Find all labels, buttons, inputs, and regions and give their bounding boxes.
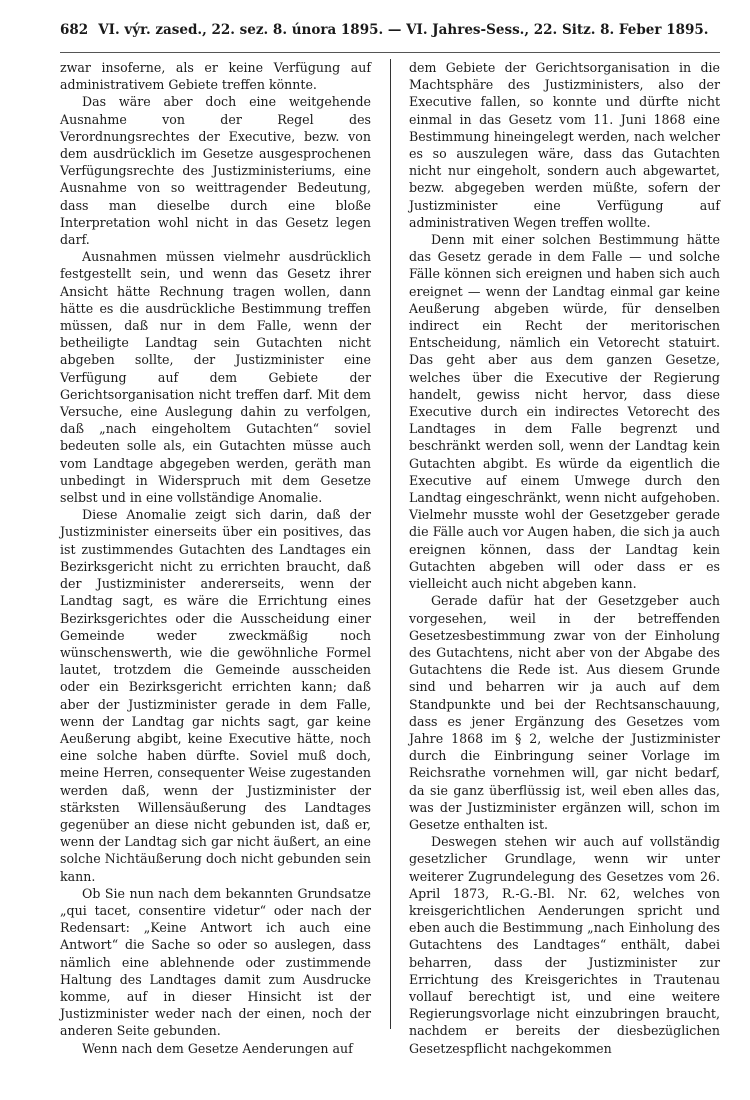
paragraph: Ausnahmen müssen vielmehr ausdrücklich festgestellt sein, und wenn das Gesetz ihrer Ansicht hätte Rechnung tragen wollen, dann hätte es die ausdrückliche Bestimmung treffen müssen, daß nur in dem Falle, wenn der betheiligte Landtag sein Gutachten nicht abgeben sollte, der Justizminister eine Verfügung auf dem Gebiete der Gerichtsorganisation nicht treffen darf. Mit dem Versuche, eine Auslegung dahin zu verfolgen, daß „nach eingeholtem Gutachten“ soviel bedeuten solle als, ein Gutachten müsse auch vom Landtage abgegeben werden, geräth man unbedingt in Widerspruch mit dem Gesetze selbst und in eine vollständige Anomalie.	[60, 249, 371, 506]
paragraph: zwar insoferne, als er keine Verfügung auf administrativem Gebiete treffen könnte.	[60, 60, 371, 93]
paragraph: Gerade dafür hat der Gesetzgeber auch vorgesehen, weil in der betreffenden Gesetzesbestimmung zwar von der Einholung des Gutachtens, nicht aber von der Abgabe des Gutachtens die Rede ist. Aus diesem Grunde sind und beharren wir ja auch auf dem Standpunkte und bei der Rechtsanschauung, dass es jener Ergänzung des Gesetzes vom Jahre 1868 im § 2, welche der Justizminister durch die Einbringung seiner Vorlage im Reichsrathe vornehmen will, gar nicht bedarf, da sie ganz überflüssig ist, weil eben alles das, was der Justizminister ergänzen will, schon im Gesetze enthalten ist.	[409, 593, 720, 832]
paragraph: Denn mit einer solchen Bestimmung hätte das Gesetz gerade in dem Falle — und solche Fälle können sich ereignen und haben sich auch ereignet — wenn der Landtag einmal gar keine Aeußerung abgeben würde, für denselben indirect ein Recht der meritorischen Entscheidung, nämlich ein Vetorecht statuirt. Das geht aber aus dem ganzen Gesetze, welches über die Executive der Regierung handelt, gewiss nicht hervor, dass diese Executive durch ein indirectes Vetorecht des Landtages in dem Falle begrenzt und beschränkt werden soll, wenn der Landtag kein Gutachten abgibt. Es würde da eigentlich die Executive auf einem Umwege durch den Landtag eingeschränkt, wenn nicht aufgehoben. Vielmehr musste wohl der Gesetzgeber gerade die Fälle auch vor Augen haben, die sich ja auch ereignen können, dass der Landtag kein Gutachten abgeben will oder dass er es vielleicht auch nicht abgeben kann.	[409, 232, 720, 592]
paragraph: Deswegen stehen wir auch auf vollständig gesetzlicher Grundlage, wenn wir unter weiterer Zugrundelegung des Gesetzes vom 26. April 1873, R.-G.-Bl. Nr. 62, welches von kreisgerichtlichen Aenderungen spricht und eben auch die Bestimmung „nach Einholung des Gutachtens des Landtages“ enthält, dabei beharren, dass der Justizminister zur Errichtung des Kreisgerichtes in Trautenau vollauf berechtigt ist, und eine weitere Regierungsvorlage nicht einzubringen braucht, nachdem er bereits der diesbezüglichen Gesetzespflicht nachgekommen	[409, 834, 720, 1056]
left-column	[60, 59, 371, 1057]
page-header	[60, 22, 720, 53]
paragraph: Diese Anomalie zeigt sich darin, daß der Justizminister einerseits über ein positives, das ist zustimmendes Gutachten des Landtages ein Bezirksgericht nicht zu errichten braucht, daß der Justizminister andererseits, wenn der Landtag sagt, es wäre die Errichtung eines Bezirksgerichtes oder die Ausscheidung einer Gemeinde weder zweckmäßig noch wünschenswerth, wie die gewöhnliche Formel lautet, trotzdem die Gemeinde ausscheiden oder ein Bezirksgericht errichten kann; daß aber der Justizminister gerade in dem Falle, wenn der Landtag gar nichts sagt, gar keine Aeußerung abgibt, keine Executive hätte, noch eine solche haben dürfte. Soviel muß doch, meine Herren, consequenter Weise zugestanden werden daß, wenn der Justizminister der stärksten Willensäußerung des Landtages gegenüber an diese nicht gebunden ist, daß er, wenn der Landtag sich gar nicht äußert, an eine solche Nichtäußerung doch nicht gebunden sein kann.	[60, 507, 371, 884]
paragraph: Wenn nach dem Gesetze Aenderungen auf	[82, 1040, 353, 1056]
page-number: 682	[60, 22, 89, 38]
paragraph: Das wäre aber doch eine weitgehende Ausnahme von der Regel des Verordnungsrechtes der Executive, bezw. von dem ausdrücklich im Gesetze ausgesprochenen Verfügungsrechte des Justizministeriums, eine Ausnahme von so weittragender Bedeutung, dass man dieselbe durch eine bloße Interpretation wohl nicht in das Gesetz legen darf.	[60, 94, 371, 248]
text-columns	[60, 59, 720, 1057]
right-column	[409, 59, 720, 1057]
paragraph: Ob Sie nun nach dem bekannten Grundsatze „qui tacet, consentire videtur“ oder nach der Redensart: „Keine Antwort ich auch eine Antwort“ die Sache so oder so auslegen, dass nämlich eine ablehnende oder zustimmende Haltung des Landtages damit zum Ausdrucke komme, auf in dieser Hinsicht ist der Justizminister weder nach der einen, noch der anderen Seite gebunden.	[60, 885, 371, 1039]
column-divider	[390, 59, 391, 1029]
paragraph: dem Gebiete der Gerichtsorganisation in die Machtsphäre des Justizministers, also der Executive fallen, so konnte und dürfte nicht einmal in das Gesetz vom 11. Juni 1868 eine Bestimmung hineingelegt werden, nach welcher es so auszulegen wäre, dass das Gutachten nicht nur eingeholt, sondern auch abgewartet, bezw. abgegeben werden müßte, sofern der Justizminister eine Verfügung auf administrativen Wegen treffen wollte.	[409, 60, 720, 230]
header-text: VI. výr. zased., 22. sez. 8. února 1895. — VI. Jahres-Sess., 22. Sitz. 8. Feber 1895.	[98, 22, 709, 38]
